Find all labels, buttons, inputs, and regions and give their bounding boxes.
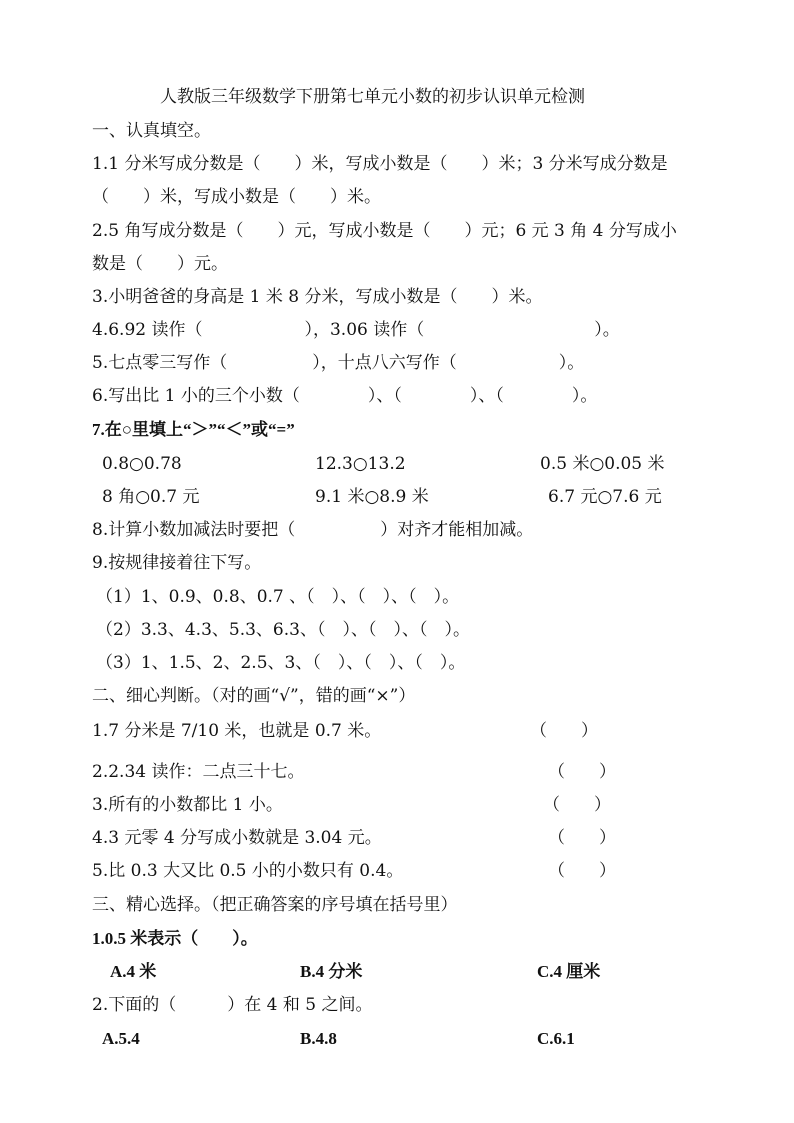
question-5: 5.七点零三写作（ ），十点八六写作（ ）。 [92,353,585,373]
choice-2-option-a: A.5.4 [102,1029,140,1048]
section1-heading: 一、认真填空。 [92,121,211,141]
question-7: 7.在○里填上“＞”“＜”或“=” [92,420,295,439]
compare-item-r1c2: 12.3○13.2 [315,454,406,474]
question-2-line-1: 2.5 角写成分数是（ ）元，写成小数是（ ）元；6 元 3 角 4 分写成小 [92,221,677,241]
question-3: 3.小明爸爸的身高是 1 米 8 分米，写成小数是（ ）米。 [92,287,543,307]
question-9-part-2: （2）3.3、4.3、5.3、6.3、（ ）、（ ）、（ ）。 [96,620,470,640]
judge-blank-3: （ ） [543,795,611,815]
choice-1-option-b: B.4 分米 [300,962,363,981]
choice-question-2: 2.下面的（ ）在 4 和 5 之间。 [92,995,373,1015]
compare-item-r1c1: 0.8○0.78 [102,454,182,474]
question-6: 6.写出比 1 小的三个小数（ ）、（ ）、（ ）。 [92,386,598,406]
question-9: 9.按规律接着往下写。 [92,553,262,573]
judge-blank-5: （ ） [548,861,616,881]
judge-item-5: 5.比 0.3 大又比 0.5 小的小数只有 0.4。 [92,861,404,881]
question-4: 4.6.92 读作（ ），3.06 读作（ ）。 [92,320,620,340]
compare-item-r2c2: 9.1 米○8.9 米 [315,487,429,507]
question-9-part-3: （3）1、1.5、2、2.5、3、（ ）、（ ）、（ ）。 [96,653,466,673]
compare-item-r1c3: 0.5 米○0.05 米 [540,454,665,474]
choice-1-option-c: C.4 厘米 [537,962,601,981]
question-1-line-1: 1.1 分米写成分数是（ ）米，写成小数是（ ）米；3 分米写成分数是 [92,154,668,174]
judge-item-4: 4.3 元零 4 分写成小数就是 3.04 元。 [92,828,382,848]
page-title: 人教版三年级数学下册第七单元小数的初步认识单元检测 [160,87,585,107]
section3-heading: 三、精心选择。（把正确答案的序号填在括号里） [92,895,458,915]
compare-item-r2c3: 6.7 元○7.6 元 [548,487,662,507]
question-2-line-2: 数是（ ）元。 [92,254,228,274]
choice-question-1: 1.0.5 米表示（ ）。 [92,929,258,948]
judge-item-1: 1.7 分米是 7/10 米，也就是 0.7 米。 [92,721,382,741]
section2-heading: 二、细心判断。（对的画“√”，错的画“×”） [92,686,416,706]
question-8: 8.计算小数加减法时要把（ ）对齐才能相加减。 [92,520,534,540]
question-1-line-2: （ ）米，写成小数是（ ）米。 [92,187,381,207]
judge-item-2: 2.2.34 读作：二点三十七。 [92,762,305,782]
judge-blank-1: （ ） [530,721,598,741]
judge-blank-2: （ ） [548,762,616,782]
choice-2-option-c: C.6.1 [537,1029,575,1048]
judge-blank-4: （ ） [548,828,616,848]
judge-item-3: 3.所有的小数都比 1 小。 [92,795,283,815]
choice-2-option-b: B.4.8 [300,1029,337,1048]
compare-item-r2c1: 8 角○0.7 元 [102,487,200,507]
question-9-part-1: （1）1、0.9、0.8、0.7 、（ ）、（ ）、（ ）。 [96,587,460,607]
choice-1-option-a: A.4 米 [110,962,157,981]
